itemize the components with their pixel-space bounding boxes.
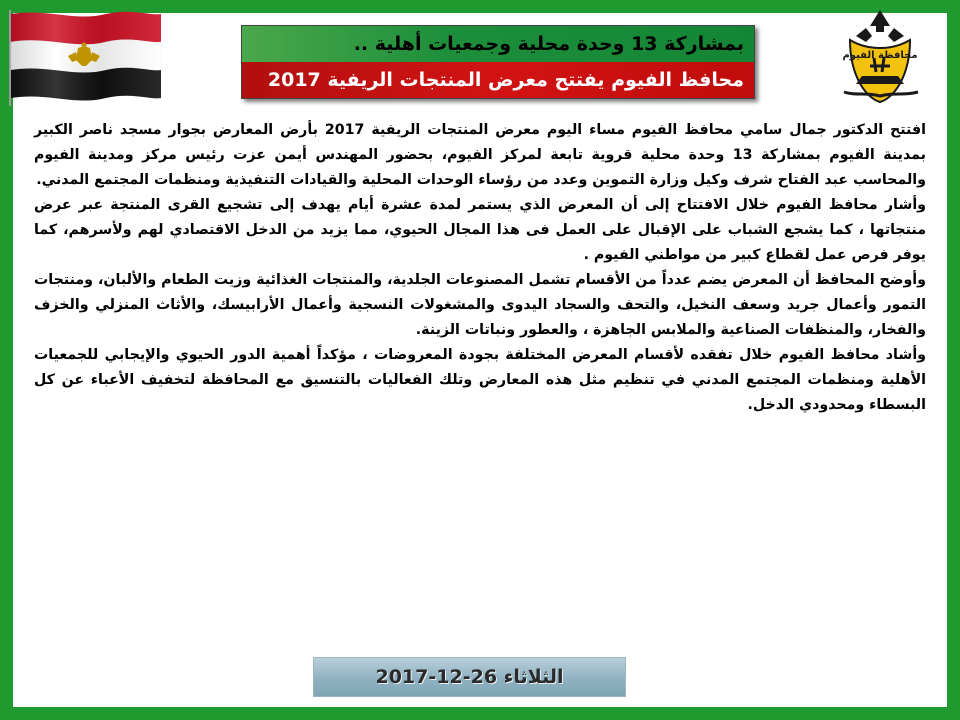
publish-date: الثلاثاء 26-12-2017 bbox=[375, 666, 564, 688]
date-banner bbox=[313, 657, 626, 697]
article-body bbox=[34, 118, 926, 418]
headline-line-2: محافظ الفيوم يفتتح معرض المنتجات الريفية 2017 bbox=[242, 62, 754, 98]
logo-text: محافظة الفيوم bbox=[842, 50, 918, 61]
article-paragraph-4: وأشاد محافظ الفيوم خلال تفقده لأقسام المعرض المختلفة بجودة المعروضات ، مؤكداً أهمية الدور الحيوي والإيجابي للجمعيات الأهلية ومنظمات المجتمع المدني في تنظيم مثل هذه المعارض وتلك الفعاليات بالتنسيق مع المحافظة لتخفيف الأعباء عن كل البسطاء ومحدودي الدخل. bbox=[34, 347, 926, 413]
egypt-flag-icon bbox=[6, 8, 166, 108]
headline-box bbox=[241, 25, 755, 99]
headline-line-1: بمشاركة 13 وحدة محلية وجمعيات أهلية .. bbox=[242, 26, 754, 62]
governorate-logo-icon bbox=[826, 6, 934, 106]
article-paragraph-2: وأشار محافظ الفيوم خلال الافتتاح إلى أن المعرض الذي يستمر لمدة عشرة أيام يهدف إلى تشجيع القرى المنتجة عبر عرض منتجاتها ، كما يشجع الشباب على الإقبال على العمل فى هذا المجال الحيوي، مما يزيد من الدخل الاقتصادي لهم ولأسرهم، كما يوفر فرص عمل لقطاع كبير من مواطني الفيوم . bbox=[34, 197, 926, 263]
article-paragraph-1: افتتح الدكتور جمال سامي محافظ الفيوم مساء اليوم معرض المنتجات الريفية 2017 بأرض المعارض بجوار مسجد ناصر الكبير بمدينة الفيوم بمشاركة 13 وحدة محلية قروية تابعة لمركز الفيوم، بحضور المهندس أيمن عزت رئيس مركز ومدينة الفيوم والمحاسب عبد الفتاح شرف وكيل وزارة التموين وعدد من رؤساء الوحدات المحلية والقيادات التنفيذية ومنظمات المجتمع المدني. bbox=[34, 122, 926, 188]
article-paragraph-3: وأوضح المحافظ أن المعرض يضم عدداً من الأقسام تشمل المصنوعات الجلدية، والمنتجات الغذائية وزيت الطعام والألبان، ومنتجات التمور وأعمال جريد وسعف النخيل، والتحف والسجاد اليدوى والمشغولات النسجية وأعمال الأرابيسك، والأثاث المنزلي والخزف والفخار، والمنظفات الصناعية والملابس الجاهزة ، والعطور ونباتات الزينة. bbox=[34, 272, 926, 338]
